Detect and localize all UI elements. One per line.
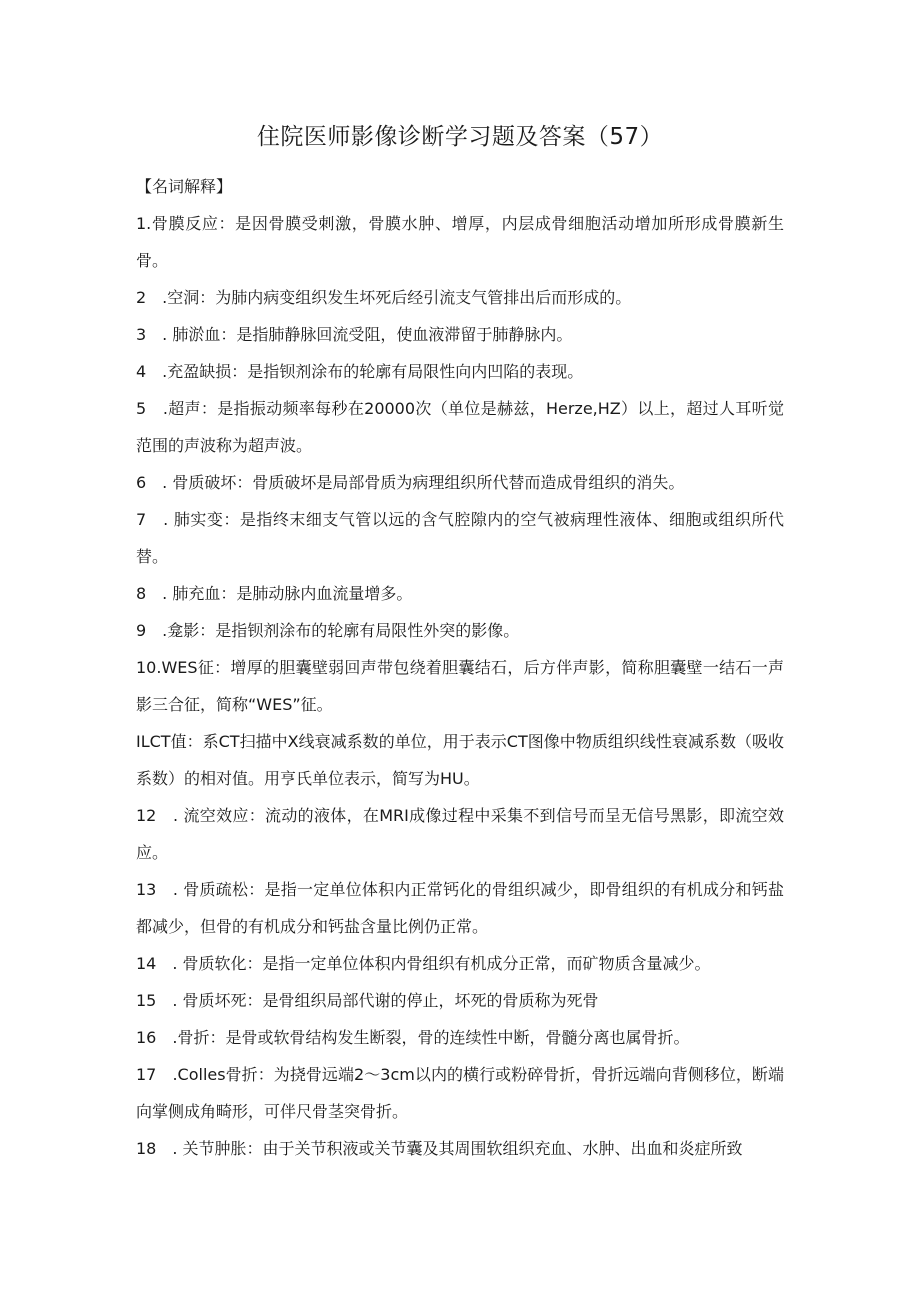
term-entry-2: 2 .空洞：为肺内病变组织发生坏死后经引流支气管排出后而形成的。 [136, 288, 632, 307]
term-entry-18: 18 . 关节肿胀：由于关节积液或关节囊及其周围软组织充血、水肿、出血和炎症所致 [136, 1139, 743, 1158]
term-entry-7: 7 . 肺实变：是指终末细支气管以远的含气腔隙内的空气被病理性液体、细胞或组织所代替。 [136, 510, 784, 566]
term-entry-1: 1.骨膜反应：是因骨膜受刺激，骨膜水肿、增厚，内层成骨细胞活动增加所形成骨膜新生骨。 [136, 214, 784, 270]
term-entry-15: 15 . 骨质坏死：是骨组织局部代谢的停止，坏死的骨质称为死骨 [136, 991, 599, 1010]
term-entry-9: 9 .龛影：是指钡剂涂布的轮廓有局限性外突的影像。 [136, 621, 520, 640]
term-entry-13: 13 . 骨质疏松：是指一定单位体积内正常钙化的骨组织减少，即骨组织的有机成分和钙盐都减少，但骨的有机成分和钙盐含量比例仍正常。 [136, 880, 784, 936]
section-heading: 【名词解释】 [136, 177, 233, 196]
term-entry-17: 17 .Colles骨折：为挠骨远端2～3cm以内的横行或粉碎骨折，骨折远端向背侧移位，断端向掌侧成角畸形，可伴尺骨茎突骨折。 [136, 1065, 784, 1121]
term-entry-3: 3 . 肺淤血：是指肺静脉回流受阻，使血液滞留于肺静脉内。 [136, 325, 573, 344]
term-entry-4: 4 .充盈缺损：是指钡剂涂布的轮廓有局限性向内凹陷的表现。 [136, 362, 584, 381]
term-entry-11: ILCT值：系CT扫描中X线衰减系数的单位，用于表示CT图像中物质组织线性衰减系数（吸收系数）的相对值。用亨氏单位表示，简写为HU。 [136, 732, 784, 788]
document-title: 住院医师影像诊断学习题及答案（57） [256, 124, 664, 150]
document-body [136, 168, 784, 1167]
term-entry-14: 14 . 骨质软化：是指一定单位体积内骨组织有机成分正常，而矿物质含量减少。 [136, 954, 711, 973]
term-entry-10: 10.WES征：增厚的胆囊壁弱回声带包绕着胆囊结石，后方伴声影，简称胆囊壁一结石一声影三合征，简称“WES”征。 [136, 658, 784, 714]
term-entry-5: 5 .超声：是指振动频率每秒在20000次（单位是赫兹，Herze,HZ）以上，超过人耳听觉范围的声波称为超声波。 [136, 399, 784, 455]
term-entry-12: 12 . 流空效应：流动的液体，在MRI成像过程中采集不到信号而呈无信号黑影，即流空效应。 [136, 806, 784, 862]
term-entry-16: 16 .骨折：是骨或软骨结构发生断裂，骨的连续性中断，骨髓分离也属骨折。 [136, 1028, 690, 1047]
term-entry-8: 8 . 肺充血：是肺动脉内血流量增多。 [136, 584, 413, 603]
term-entry-6: 6 . 骨质破坏：骨质破坏是局部骨质为病理组织所代替而造成骨组织的消失。 [136, 473, 685, 492]
